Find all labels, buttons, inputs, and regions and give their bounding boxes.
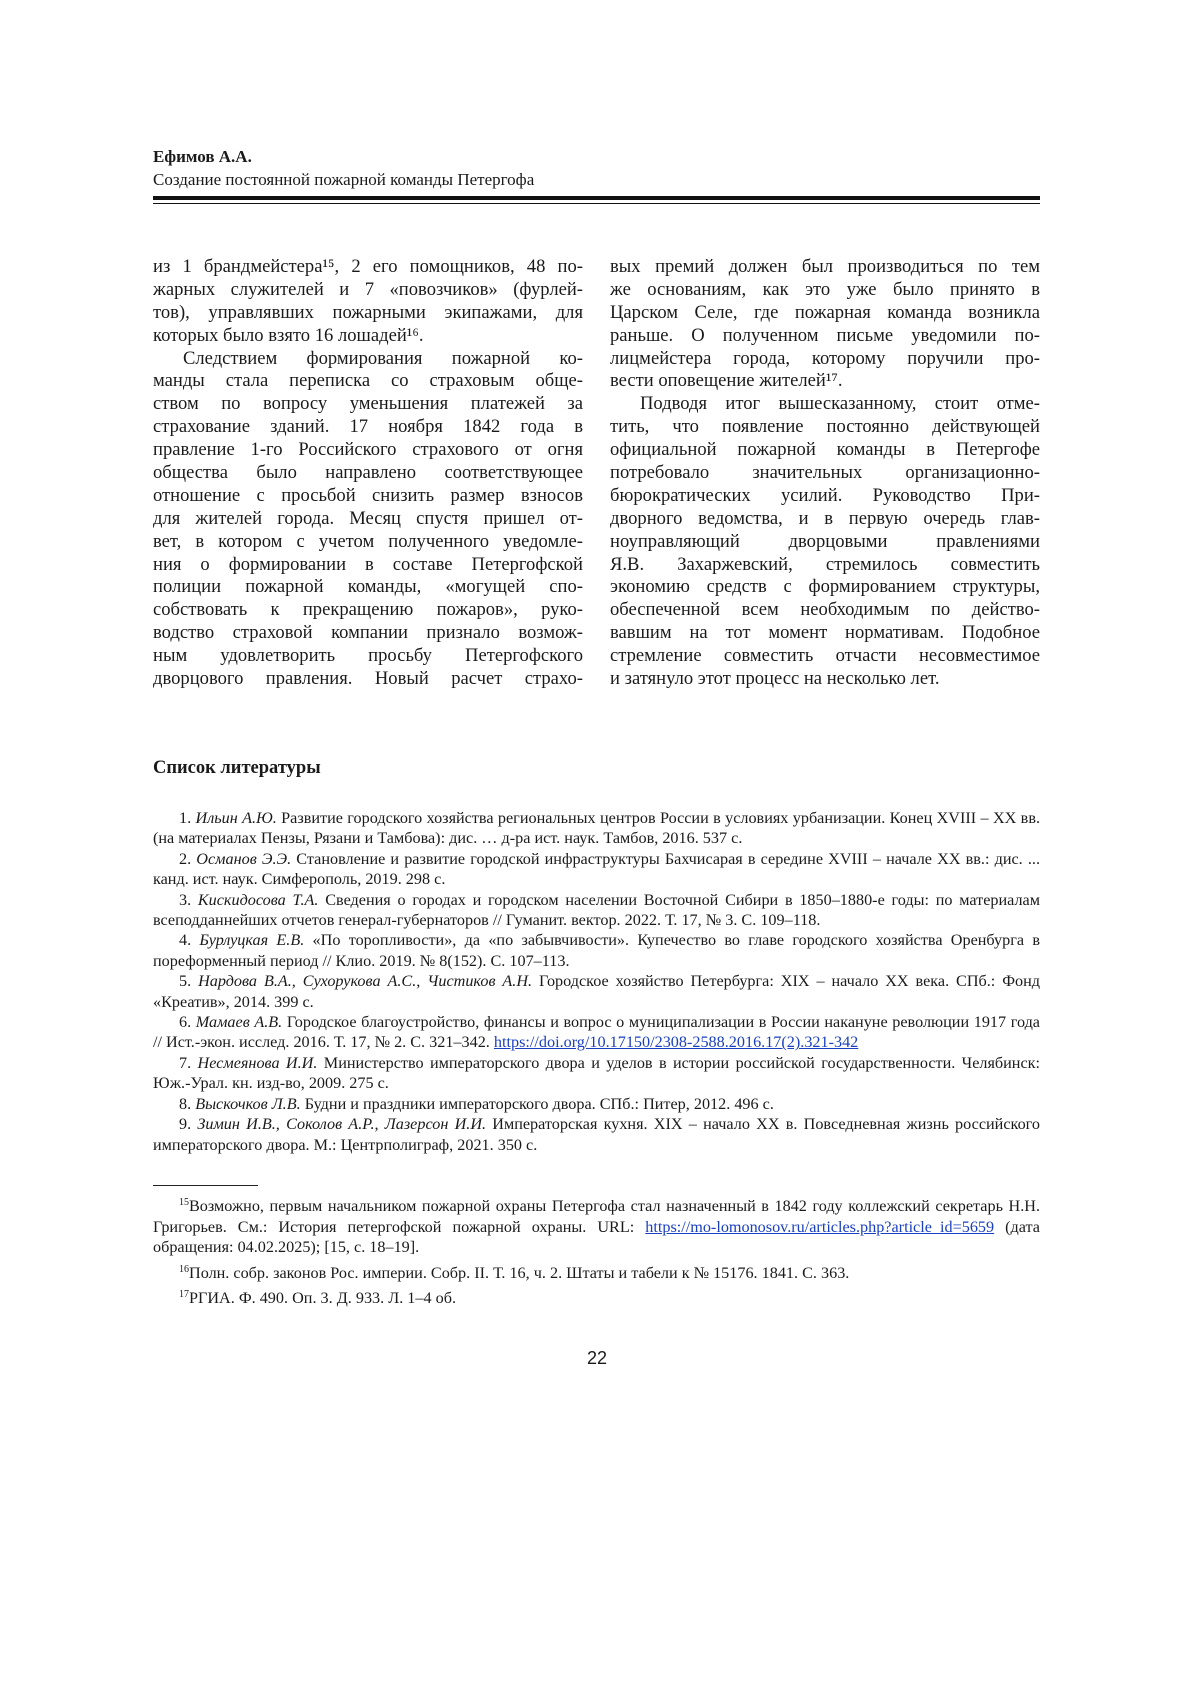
reference-text: Городское благоустройство, финансы и вопрос о муниципализации в России накануне революции 1917 года // Ист.-экон. исслед. 2016. Т. 17, № 2. С. 321–342. (153, 1013, 1040, 1051)
reference-doi-link[interactable]: https://doi.org/10.17150/2308-2588.2016.17(2).321-342 (494, 1033, 858, 1051)
reference-text: Становление и развитие городской инфраструктуры Бахчисарая в середине XVIII – начале XX вв.: дис. ... канд. ист. наук. Симферополь, 2019. 298 с. (153, 850, 1040, 888)
text-line: ным удовлетворить просьбу Петергофского (153, 645, 583, 668)
reference-text: Будни и праздники императорского двора. СПб.: Питер, 2012. 496 с. (301, 1095, 774, 1113)
reference-text: «По торопливости», да «по забывчивости». Купечество во главе городского хозяйства Оренбурга в пореформенный период // Клио. 2019. № 8(152). С. 107–113. (153, 931, 1040, 969)
text-line: официальной пожарной команды в Петергофе (610, 439, 1040, 462)
text-line: раньше. О полученном письме уведомили по- (610, 325, 1040, 348)
text-line: потребовало значительных организационно- (610, 462, 1040, 485)
running-header-title: Создание постоянной пожарной команды Петергофа (153, 170, 534, 190)
text-line: вавшим на тот момент нормативам. Подобное (610, 622, 1040, 645)
text-line: вести оповещение жителей¹⁷. (610, 370, 1040, 393)
reference-author: Зимин И.В., Соколов А.Р., Лазерсон И.И. (197, 1115, 486, 1133)
reference-item (153, 849, 1040, 890)
header-rule-thick (153, 196, 1040, 200)
text-line: Царском Селе, где пожарная команда возникла (610, 302, 1040, 325)
reference-author: Ильин А.Ю. (196, 809, 277, 827)
text-line: правление 1-го Российского страхового от огня (153, 439, 583, 462)
reference-number: 5. (179, 972, 191, 990)
reference-item (153, 1053, 1040, 1094)
reference-number: 1. (179, 809, 191, 827)
footnote-mark: 15 (179, 1197, 189, 1208)
text-line: Подводя итог вышесказанному, стоит отме- (610, 393, 1040, 416)
footnote-text-after: (дата обращения: 04.02.2025); [15, с. 18–19]. (153, 1218, 1040, 1257)
reference-item (153, 1094, 1040, 1114)
footnote-text: РГИА. Ф. 490. Оп. 3. Д. 933. Л. 1–4 об. (189, 1289, 456, 1307)
text-line: общества было направлено соответствующее (153, 462, 583, 485)
reference-item (153, 890, 1040, 931)
reference-author: Мамаев А.В. (196, 1013, 282, 1031)
text-line: тов), управлявших пожарными экипажами, для (153, 302, 583, 325)
text-line: бюрократических усилий. Руководство При- (610, 485, 1040, 508)
footnotes (153, 1196, 1040, 1314)
reference-number: 7. (179, 1054, 191, 1072)
text-line: которых было взято 16 лошадей¹⁶. (153, 325, 583, 348)
text-line: вет, в котором с учетом полученного уведомле- (153, 531, 583, 554)
footnote-text: Полн. собр. законов Рос. империи. Собр. II. Т. 16, ч. 2. Штаты и табели к № 15176. 1841. С. 363. (189, 1264, 849, 1282)
reference-item (153, 808, 1040, 849)
footnote (153, 1288, 1040, 1309)
reference-text: Городское хозяйство Петербурга: XIX – начало XX века. СПб.: Фонд «Креатив», 2014. 399 с. (153, 972, 1040, 1010)
footnote-text: Возможно, первым начальником пожарной охраны Петергофа стал назначенный в 1842 году коллежский секретарь Н.Н. Григорьев. См.: История петергофской пожарной охраны. URL: (153, 1197, 1040, 1236)
text-line: из 1 брандмейстера¹⁵, 2 его помощников, 48 по- (153, 256, 583, 279)
header-rule-thin (153, 203, 1040, 204)
reference-number: 4. (179, 931, 191, 949)
text-line: дворного ведомства, и в первую очередь глав- (610, 508, 1040, 531)
running-header-author: Ефимов А.А. (153, 147, 252, 167)
footnote-link[interactable]: https://mo-lomonosov.ru/articles.php?article_id=5659 (645, 1218, 994, 1236)
references-list (153, 808, 1040, 1155)
reference-number: 9. (179, 1115, 191, 1133)
references-heading: Список литературы (153, 758, 321, 779)
text-line: манды стала переписка со страховым обще- (153, 370, 583, 393)
text-line: обеспеченной всем необходимым по действо- (610, 599, 1040, 622)
reference-item (153, 930, 1040, 971)
text-line: ноуправляющий дворцовыми правлениями (610, 531, 1040, 554)
body-column-left (153, 256, 583, 691)
reference-author: Османов Э.Э. (196, 850, 291, 868)
reference-number: 6. (179, 1013, 191, 1031)
text-line: же основаниям, как это уже было принято в (610, 279, 1040, 302)
text-line: полиции пожарной команды, «могущей спо- (153, 576, 583, 599)
footnote-separator (153, 1185, 258, 1186)
page-number: 22 (0, 1348, 1194, 1369)
reference-item (153, 1012, 1040, 1053)
reference-author: Кискидосова Т.А. (198, 891, 319, 909)
reference-text: Сведения о городах и городском населении Восточной Сибири в 1850–1880-е годы: по материалам всеподданнейших отчетов генерал-губернаторов // Гуманит. вектор. 2022. Т. 17, № 3. С. 109–118. (153, 891, 1040, 929)
text-line: стремление совместить отчасти несовместимое (610, 645, 1040, 668)
footnote (153, 1196, 1040, 1258)
text-line: Я.В. Захаржевский, стремилось совместить (610, 554, 1040, 577)
reference-number: 3. (179, 891, 191, 909)
text-line: дворцового правления. Новый расчет страхо- (153, 668, 583, 691)
footnote-mark: 16 (179, 1264, 189, 1275)
text-line: ния о формировании в составе Петергофской (153, 554, 583, 577)
text-line: и затянуло этот процесс на несколько лет. (610, 668, 1040, 691)
text-line: жарных служителей и 7 «повозчиков» (фурлей- (153, 279, 583, 302)
text-line: для жителей города. Месяц спустя пришел от- (153, 508, 583, 531)
reference-author: Нардова В.А., Сухорукова А.С., Чистиков А.Н. (198, 972, 532, 990)
text-line: вых премий должен был производиться по тем (610, 256, 1040, 279)
text-line: водство страховой компании признало возмож- (153, 622, 583, 645)
footnote (153, 1263, 1040, 1284)
reference-number: 2. (179, 850, 191, 868)
body-column-right (610, 256, 1040, 691)
reference-text: Развитие городского хозяйства региональных центров России в условиях урбанизации. Конец XVIII – XX вв. (на материалах Пензы, Рязани и Тамбова): дис. … д-ра ист. наук. Тамбов, 2016. 537 с. (153, 809, 1040, 847)
reference-number: 8. (179, 1095, 191, 1113)
reference-author: Выскочков Л.В. (195, 1095, 300, 1113)
text-line: отношение с просьбой снизить размер взносов (153, 485, 583, 508)
reference-item (153, 971, 1040, 1012)
reference-author: Несмеянова И.И. (198, 1054, 318, 1072)
footnote-mark: 17 (179, 1289, 189, 1300)
reference-text: Министерство императорского двора и уделов в истории российской государственности. Челябинск: Юж.-Урал. кн. изд-во, 2009. 275 с. (153, 1054, 1040, 1092)
text-line: экономию средств с формированием структуры, (610, 576, 1040, 599)
reference-item (153, 1114, 1040, 1155)
text-line: Следствием формирования пожарной ко- (153, 348, 583, 371)
reference-text: Императорская кухня. XIX – начало XX в. Повседневная жизнь российского императорского двора. М.: Центрполиграф, 2021. 350 с. (153, 1115, 1040, 1153)
text-line: страхование зданий. 17 ноября 1842 года в (153, 416, 583, 439)
text-line: ством по вопросу уменьшения платежей за (153, 393, 583, 416)
text-line: тить, что появление постоянно действующей (610, 416, 1040, 439)
text-line: лицмейстера города, которому поручили про- (610, 348, 1040, 371)
reference-author: Бурлуцкая Е.В. (199, 931, 304, 949)
text-line: собствовать к прекращению пожаров», руко- (153, 599, 583, 622)
